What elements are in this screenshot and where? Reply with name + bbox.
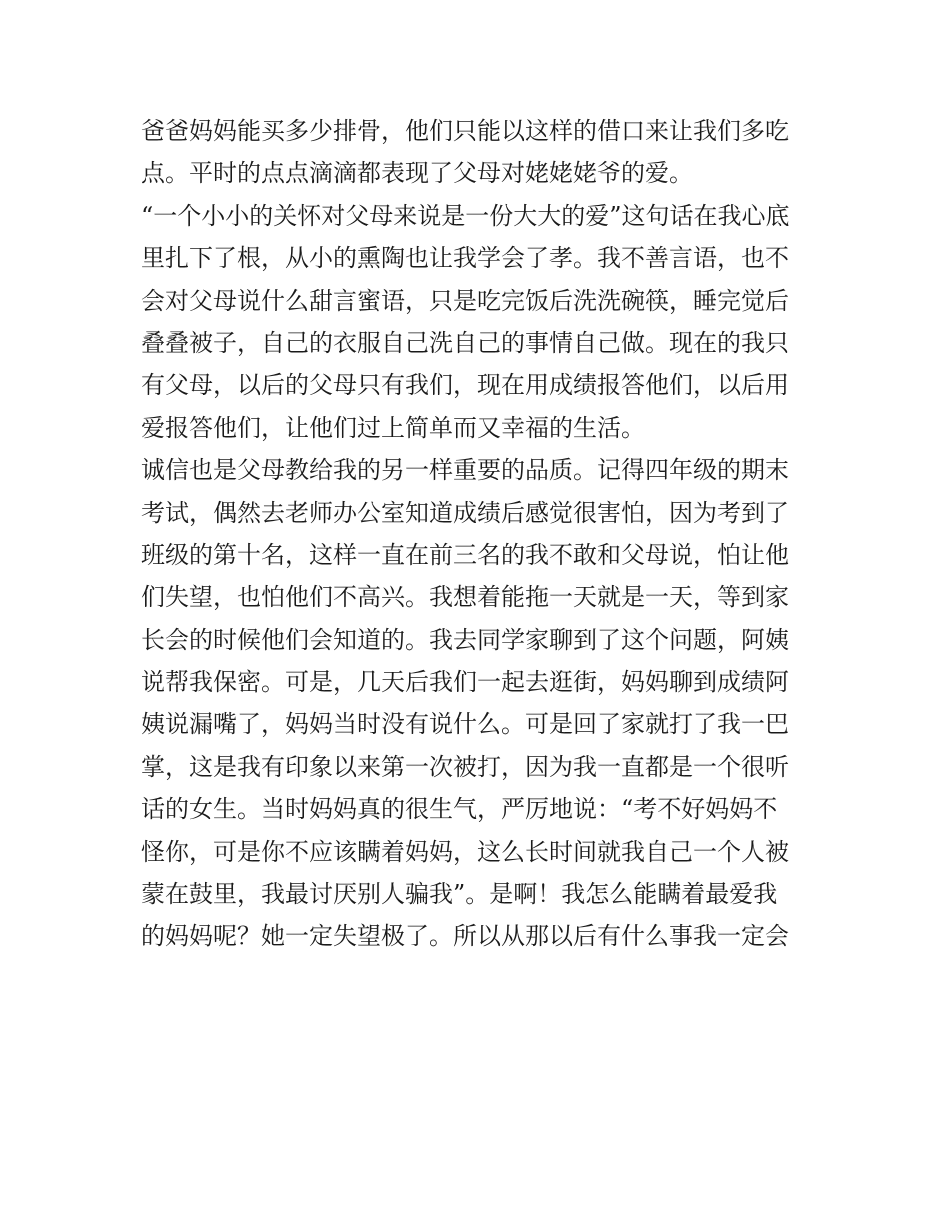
text-line: 掌，这是我有印象以来第一次被打，因为我一直都是一个很听 <box>141 752 789 781</box>
text-line: 考试，偶然去老师办公室知道成绩后感觉很害怕，因为考到了 <box>141 498 789 527</box>
text-line: 蒙在鼓里，我最讨厌别人骗我”。是啊！我怎么能瞒着最爱我 <box>141 880 778 909</box>
text-line: 叠叠被子，自己的衣服自己洗自己的事情自己做。现在的我只 <box>141 328 789 357</box>
text-line: 话的女生。当时妈妈真的很生气，严厉地说：“考不好妈妈不 <box>141 795 778 824</box>
text-line: 们失望，也怕他们不高兴。我想着能拖一天就是一天，等到家 <box>141 583 789 612</box>
text-line: “一个小小的关怀对父母来说是一份大大的爱”这句话在我心底 <box>141 201 790 230</box>
text-line: 里扎下了根，从小的熏陶也让我学会了孝。我不善言语，也不 <box>141 244 789 273</box>
text-line: 班级的第十名，这样一直在前三名的我不敢和父母说，怕让他 <box>141 540 789 569</box>
text-line: 说帮我保密。可是，几天后我们一起去逛街，妈妈聊到成绩阿 <box>141 668 789 697</box>
text-line: 爱报答他们，让他们过上简单而又幸福的生活。 <box>141 413 645 442</box>
text-line: 的妈妈呢？她一定失望极了。所以从那以后有什么事我一定会 <box>141 922 789 951</box>
document-body <box>141 110 821 958</box>
text-line: 爸爸妈妈能买多少排骨，他们只能以这样的借口来让我们多吃 <box>141 117 789 145</box>
text-line: 点。平时的点点滴滴都表现了父母对姥姥姥爷的爱。 <box>141 159 693 188</box>
text-line: 诚信也是父母教给我的另一样重要的品质。记得四年级的期末 <box>141 456 789 485</box>
text-line: 姨说漏嘴了，妈妈当时没有说什么。可是回了家就打了我一巴 <box>141 710 789 739</box>
text-line: 有父母，以后的父母只有我们，现在用成绩报答他们，以后用 <box>141 371 789 400</box>
text-line: 会对父母说什么甜言蜜语，只是吃完饭后洗洗碗筷，睡完觉后 <box>141 286 789 315</box>
text-line: 怪你，可是你不应该瞒着妈妈，这么长时间就我自己一个人被 <box>141 837 789 866</box>
text-line: 长会的时候他们会知道的。我去同学家聊到了这个问题，阿姨 <box>141 625 789 654</box>
